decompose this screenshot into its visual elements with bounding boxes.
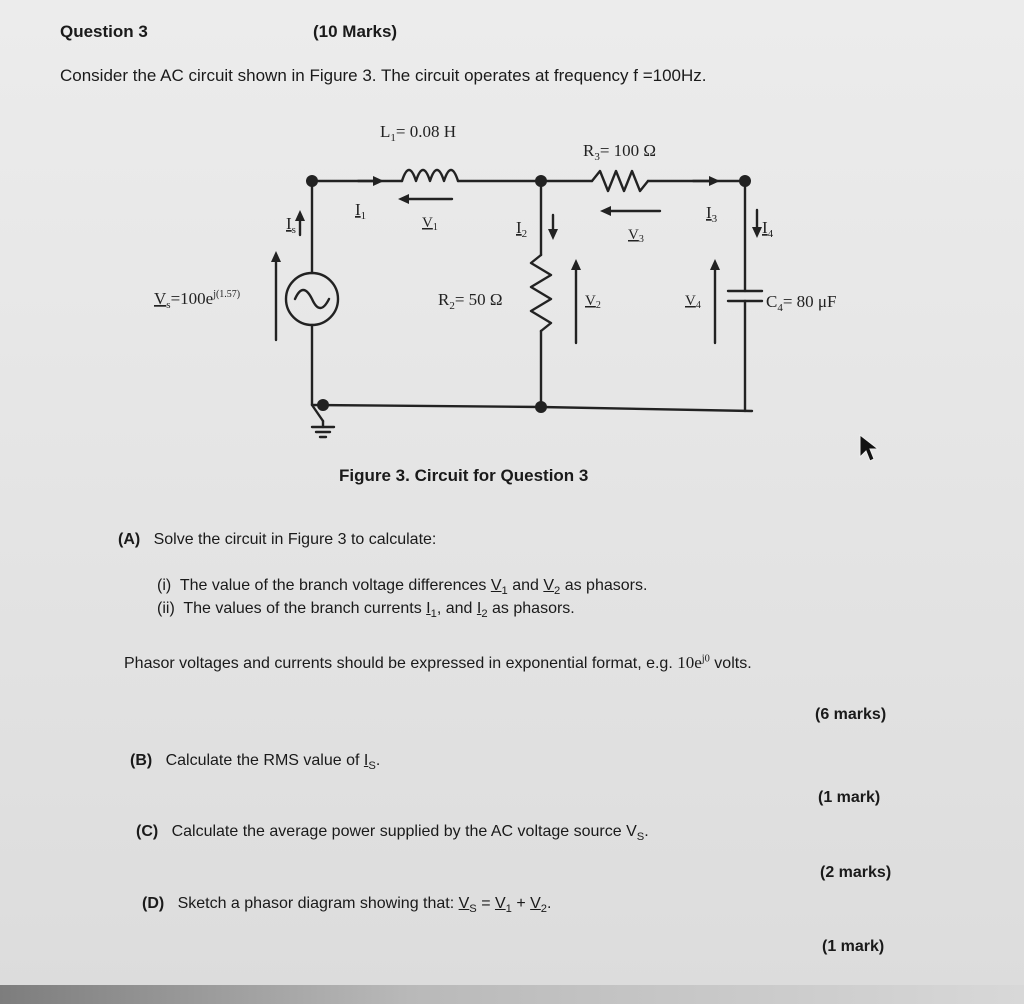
node-top-left xyxy=(306,175,318,187)
i4-label: $I_4$ xyxy=(762,218,774,240)
v2-sub-d: 2 xyxy=(540,903,548,916)
phasor-note-unit: volts. xyxy=(709,655,752,672)
part-a-i-text: The value of the branch voltage differences xyxy=(179,577,491,594)
part-a-i xyxy=(157,577,647,597)
part-a-i-end: as phasors. xyxy=(560,577,648,594)
i2-label: $I_2$ xyxy=(516,218,528,240)
node-top-middle xyxy=(535,175,547,187)
i2-subscript: 2 xyxy=(481,608,488,621)
i1-symbol: I xyxy=(426,600,431,617)
node-bottom-middle xyxy=(535,401,547,413)
resistor-r3-symbol xyxy=(592,171,648,191)
v1-label: $V_1$ xyxy=(422,215,438,233)
r2-label: $R_2= 50$ Ω xyxy=(438,290,503,312)
i1-label: $I_1$ xyxy=(355,200,367,222)
is-label: $I_s$ xyxy=(286,214,296,236)
part-b xyxy=(130,752,380,772)
vs-subscript: S xyxy=(636,831,645,844)
part-a-ii xyxy=(157,600,575,620)
v2-label: $V_2$ xyxy=(585,293,601,311)
vs-label: $V_s=100e^{j(1.57)}$ xyxy=(154,289,241,311)
part-d-label: (D) xyxy=(142,895,165,912)
phasor-note xyxy=(124,653,752,673)
vs-sub: S xyxy=(469,903,477,916)
part-a-i-and: and xyxy=(507,577,544,594)
i2-symbol: I xyxy=(476,600,482,617)
v4-label: $V_4$ xyxy=(685,293,701,311)
part-a xyxy=(118,531,436,549)
phasor-example-exponent: j0 xyxy=(701,653,710,665)
part-c-end: . xyxy=(644,823,649,840)
part-b-marks: (1 mark) xyxy=(818,789,881,806)
part-d-text: Sketch a phasor diagram showing that: xyxy=(177,895,459,912)
l1-label: $L_1= 0.08$ H xyxy=(380,122,457,144)
v2-symbol-d: V xyxy=(530,895,541,912)
part-a-ii-and: , and xyxy=(436,600,477,617)
part-a-ii-text: The values of the branch currents xyxy=(183,600,427,617)
part-c-marks: (2 marks) xyxy=(820,864,892,881)
v1-subscript: 1 xyxy=(501,585,508,598)
question-number: Question 3 xyxy=(60,22,148,41)
part-a-i-label: (i) xyxy=(157,577,172,594)
v1-symbol: V xyxy=(490,577,502,594)
resistor-r2-symbol xyxy=(531,255,551,331)
v1-symbol-d: V xyxy=(494,895,506,912)
v2-subscript: 2 xyxy=(554,585,561,598)
inductor-l1-symbol xyxy=(402,170,458,181)
phasor-note-text: Phasor voltages and currents should be expressed in exponential format, e.g. xyxy=(124,655,678,672)
part-d-marks: (1 mark) xyxy=(822,938,885,955)
i3-label: $I_3$ xyxy=(706,203,718,225)
part-c-label: (C) xyxy=(136,823,159,840)
part-d-end: . xyxy=(547,895,552,912)
is-symbol: I xyxy=(363,752,369,769)
part-a-marks: (6 marks) xyxy=(815,706,887,723)
question-marks: (10 Marks) xyxy=(313,22,398,41)
v3-label: $V_3$ xyxy=(628,227,644,245)
part-b-label: (B) xyxy=(130,752,153,769)
part-a-ii-label: (ii) xyxy=(157,600,175,617)
part-b-text: Calculate the RMS value of xyxy=(165,752,364,769)
i1-subscript: 1 xyxy=(430,608,437,621)
node-top-right xyxy=(739,175,751,187)
part-c-text: Calculate the average power supplied by the AC voltage source V xyxy=(171,823,637,840)
part-d xyxy=(142,895,551,915)
c4-label: $C_4= 80$ μF xyxy=(766,292,837,314)
part-a-label: (A) xyxy=(118,531,141,548)
figure-caption: Figure 3. Circuit for Question 3 xyxy=(339,466,589,485)
node-bottom-left xyxy=(317,399,329,411)
r3-label: $R_3= 100$ Ω xyxy=(583,141,657,163)
mouse-cursor-icon xyxy=(858,433,880,465)
vs-symbol: V xyxy=(458,895,470,912)
page-bottom-shadow xyxy=(0,985,1024,1004)
is-subscript: S xyxy=(368,760,376,773)
part-a-text: Solve the circuit in Figure 3 to calculate: xyxy=(153,531,437,548)
part-d-equals: = xyxy=(476,895,495,912)
part-a-ii-end: as phasors. xyxy=(487,600,575,617)
v2-symbol: V xyxy=(543,577,555,594)
intro-text: Consider the AC circuit shown in Figure 3. The circuit operates at frequency f =100Hz. xyxy=(60,66,707,85)
part-b-end: . xyxy=(375,752,381,769)
part-d-plus: + xyxy=(511,895,531,912)
circuit-diagram xyxy=(140,115,880,445)
part-c xyxy=(136,823,649,843)
v1-sub-d: 1 xyxy=(505,903,512,916)
phasor-example: 10e xyxy=(677,653,702,672)
